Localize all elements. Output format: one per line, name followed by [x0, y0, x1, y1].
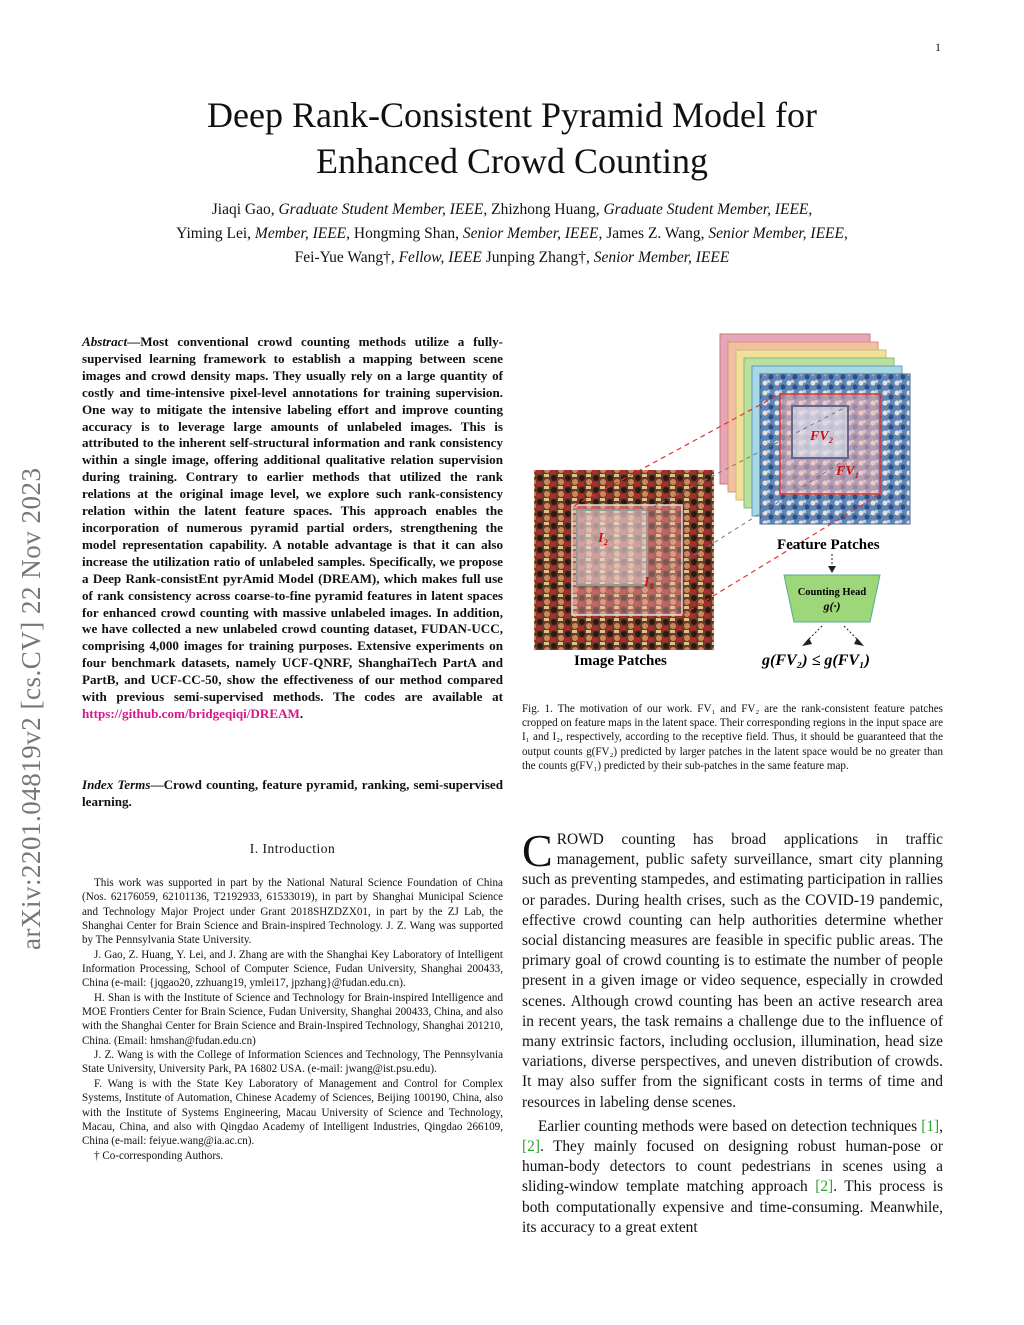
author-name: Yiming Lei — [176, 225, 248, 242]
author-name: Junping Zhang† — [485, 249, 586, 266]
i1-patch — [577, 510, 647, 585]
i2-label: I₂ — [598, 531, 609, 546]
abstract-label: Abstract — [82, 334, 128, 349]
author-name: James Z. Wang — [606, 225, 701, 242]
paragraph-text: . They mainly focused on designing robust human-pose or human-body detectors to count pedestrians in scenes using a sliding-window template matching approach — [522, 1138, 943, 1196]
image-patches-label: Image Patches — [574, 653, 667, 669]
paper-title — [0, 92, 1024, 184]
footnote: † Co-corresponding Authors. — [94, 1149, 224, 1162]
paragraph-text: , — [939, 1117, 943, 1135]
author-role: Member, IEEE — [254, 225, 347, 242]
footnote: J. Gao, Z. Huang, Y. Lei, and J. Zhang are with the Shanghai Key Laboratory of Intelligent Information Processing, School of Computer Science, Fudan University, Shanghai 200433, China (e-mail: {jqgao20, zzhuang19, ymlei17, jpzhang}@fudan.edu.cn). — [82, 948, 503, 990]
paragraph-text: ROWD counting has broad applications in traffic management, public safety surveillance, smart city planning such as preventing stampedes, and estimating participation in rallies or parades. During health crises, such as the COVID-19 pandemic, effective crowd counting can help authorities determine whether social distancing measures are feasible in specific public areas. The primary goal of crowd counting is to estimate the number of people present in a given image or video sequence, especially in crowded scenes. Although crowd counting has been an active research area in recent years, the task remains a challenge due to the influence of many extrinsic factors, including occlusion, illumination, head size variations, diverse perspectives, and uneven distribution of crowds. It may also suffer from the significant costs in terms of time and resources in labeling dense scenes. — [522, 831, 943, 1111]
paragraph — [522, 825, 943, 1113]
author-list — [60, 198, 964, 270]
counting-head-label: Counting Head — [797, 587, 867, 598]
figure-1 — [522, 330, 952, 675]
paragraph-text: Earlier counting methods were based on detection techniques — [538, 1117, 922, 1135]
figure-caption: Fig. 1. The motivation of our work. FV₁ and FV₂ are the rank-consistent feature patches cropped on feature maps in the latent space. Their corresponding regions in the input space are I₁ and I₂, respectively, according to the receptive field. Thus, it should be guaranteed that the output counts g(FV₂) predicted by larger patches in the latent space would be no greater than the counts g(FV₁) predicted by their sub-patches in the same feature map. — [522, 703, 943, 772]
arrow-head-icon — [802, 638, 812, 646]
index-terms-text: —Crowd counting, feature pyramid, ranking, semi-supervised learning. — [82, 777, 504, 809]
title-line-1: Deep Rank-Consistent Pyramid Model for — [207, 95, 817, 135]
footnote: J. Z. Wang is with the College of Information Sciences and Technology, The Pennsylvania State University, University Park, PA 16802 USA. (e-mail: jwang@ist.psu.edu). — [82, 1049, 503, 1076]
author-role: Senior Member, IEEE — [462, 225, 599, 242]
feature-patches-label: Feature Patches — [777, 537, 880, 553]
author-name: Jiaqi Gao — [211, 201, 271, 218]
citation-link[interactable]: [1] — [921, 1117, 940, 1135]
author-line-2: Yiming Lei, Member, IEEE, Hongming Shan, Senior Member, IEEE, James Z. Wang, Senior Member, IEEE, — [176, 225, 848, 242]
code-link[interactable]: https://github.com/bridgeqiqi/DREAM — [82, 705, 300, 721]
paragraph-text: . This process is both computationally expensive and time-consuming. Meanwhile, its accuracy to a great extent — [522, 1178, 943, 1236]
section-heading: I. Introduction — [249, 841, 336, 856]
arrow-head-icon — [854, 638, 864, 646]
author-role: Graduate Student Member, IEEE — [603, 201, 809, 218]
footnote: F. Wang is with the State Key Laboratory of Management and Control for Complex Systems, Institute of Automation, Chinese Academy of Sciences, Beijing 100190, China, also with the Institute of Systems Engineering, Macau University of Science and Technology, Macau, China, and also with Qingdao Academy of Intelligent Industries, Qingdao 266109, China (e-mail: feiyue.wang@ia.ac.cn). — [82, 1077, 503, 1148]
author-role: Senior Member, IEEE — [708, 225, 844, 242]
abstract-text: —Most conventional crowd counting methods utilize a fully-supervised learning framework to establish a mapping between scene images and crowd density maps. They usually rely on a large quantity of costly and time-intensive pixel-level annotations for training supervision. One way to mitigate the intensive labeling effort and improve counting accuracy is to leverage large amounts of unlabeled images. This is attributed to the inherent self-structural information and rank consistency within a single image, offering additional qualitative relation supervision during training. Contrary to earlier methods that utilized the rank relations at the original image level, we explore such rank-consistency relation within the latent feature spaces. This approach enables the incorporation of numerous pyramid partial orders, strengthening the model representation capability. A notable advantage is that it can also increase the utilization ratio of unlabeled samples. Specifically, we propose a Deep Rank-consistEnt pyrAmid Model (DREAM), which makes full use of rank consistency across coarse-to-fine pyramid features in latent spaces for enhanced crowd counting with massive unlabeled images. In addition, we have collected a new unlabeled crowd counting dataset, FUDAN-UCC, comprising 4,000 images for training purposes. Extensive experiments on four benchmark datasets, namely UCF-QNRF, ShanghaiTech PartA and PartB, and UCF-CC-50, show the effectiveness of our method compared with previous semi-supervised methods. The codes are available at — [82, 334, 503, 705]
author-name: Hongming Shan — [353, 225, 456, 242]
arxiv-identifier: arXiv:2201.04819v2 [cs.CV] 22 Nov 2023 — [16, 467, 46, 950]
rank-inequality: g(FV₂) ≤ g(FV₁) — [762, 652, 870, 669]
index-terms — [82, 777, 503, 811]
author-line-1: Jiaqi Gao, Graduate Student Member, IEEE, Zhizhong Huang, Graduate Student Member, IEEE, — [211, 201, 813, 218]
introduction-text — [522, 825, 943, 1242]
title-line-2: Enhanced Crowd Counting — [316, 141, 708, 181]
fv1-label: FV₁ — [836, 464, 860, 479]
author-role: Fellow, IEEE — [398, 249, 482, 266]
abstract: Abstract—Most conventional crowd counting methods utilize a fully-supervised learning framework to establish a mapping between scene images and crowd density maps. They usually rely on a large quantity of costly and time-intensive pixel-level annotations for training supervision. One way to mitigate the intensive labeling effort and improve counting accuracy is to leverage large amounts of unlabeled images. This is attributed to the inherent self-structural information and rank consistency within a single image, offering additional qualitative relation supervision during training. Contrary to earlier methods that utilized the rank relations at the original image level, we explore such rank-consistency relation within the latent feature spaces. This approach enables the incorporation of numerous pyramid partial orders, strengthening the model representation capability. A notable advantage is that it can also increase the utilization ratio of unlabeled samples. Specifically, we propose a Deep Rank-consistEnt pyrAmid Model (DREAM), which makes full use of rank consistency across coarse-to-fine pyramid features in latent spaces for enhanced crowd counting with massive unlabeled images. In addition, we have collected a new unlabeled crowd counting dataset, FUDAN-UCC, comprising 4,000 images for training purposes. Extensive experiments on four benchmark datasets, namely UCF-QNRF, ShanghaiTech PartA and PartB, and UCF-CC-50, show the effectiveness of our method compared with previous semi-supervised methods. The codes are available at https://github.com/bridgeqiqi/DREAM. — [82, 334, 503, 721]
author-name: Fei-Yue Wang† — [294, 249, 391, 266]
author-role: Senior Member, IEEE — [593, 249, 730, 266]
footnote: This work was supported in part by the National Natural Science Foundation of China (Nos. 62176059, 62101136, T2192933, 61533019), in part by Shanghai Municipal Science and Technology Major Project under Grant 2018SHZDZX01, in part by the ZJ Lab, the Shanghai Center for Brain Science and Brain-inspired Technology. J. Z. Wang was supported by The Pennsylvania State University. — [82, 877, 503, 947]
citation-link[interactable]: [2] — [815, 1178, 834, 1196]
author-name: Zhizhong Huang — [491, 201, 596, 218]
page-number: 1 — [935, 40, 941, 54]
arrow-head-icon — [828, 566, 836, 573]
g-function-label: g(·) — [823, 599, 841, 613]
footnote: H. Shan is with the Institute of Science and Technology for Brain-inspired Intelligence and MOE Frontiers Center for Brain Science, Fudan University, Shanghai 200433, China, and also with the Shanghai Center for Brain Science and Brain-Inspired Technology, Shanghai 201210, China. (Email: hmshan@fudan.edu.cn) — [82, 991, 503, 1047]
fv2-label: FV₂ — [810, 429, 834, 444]
author-line-3: Fei-Yue Wang†, Fellow, IEEE Junping Zhang†, Senior Member, IEEE — [294, 249, 730, 266]
author-role: Graduate Student Member, IEEE — [278, 201, 484, 218]
drop-cap: C — [522, 825, 553, 876]
paragraph — [522, 1117, 943, 1238]
citation-link[interactable]: [2] — [522, 1138, 540, 1156]
i1-label: I₁ — [644, 575, 655, 590]
footnotes — [82, 876, 503, 1163]
index-terms-label: Index Terms — [82, 777, 151, 792]
